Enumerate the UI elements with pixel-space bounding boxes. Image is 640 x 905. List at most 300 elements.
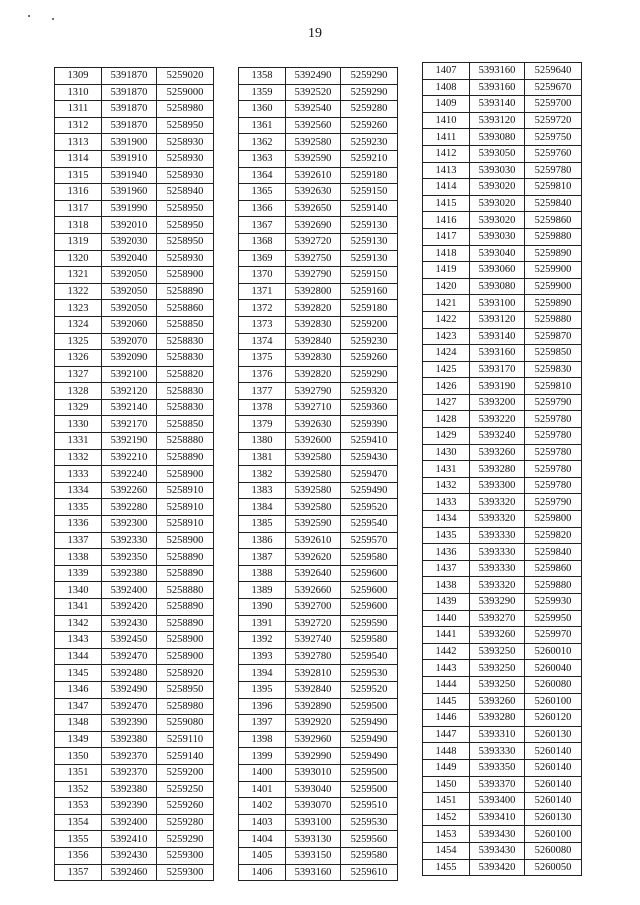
point-number-cell: 1310 [55, 84, 102, 101]
point-number-cell: 1374 [239, 333, 286, 350]
point-number-cell: 1434 [423, 511, 470, 528]
point-number-cell: 1395 [239, 681, 286, 698]
y-coordinate-cell: 5259670 [525, 79, 582, 96]
point-number-cell: 1438 [423, 577, 470, 594]
point-number-cell: 1412 [423, 145, 470, 162]
y-coordinate-cell: 5260080 [525, 676, 582, 693]
x-coordinate-cell: 5393130 [286, 831, 341, 848]
point-number-cell: 1411 [423, 129, 470, 146]
y-coordinate-cell: 5259510 [341, 798, 398, 815]
table-row [239, 68, 398, 85]
y-coordinate-cell: 5259880 [525, 311, 582, 328]
table-row [239, 217, 398, 234]
point-number-cell: 1417 [423, 228, 470, 245]
x-coordinate-cell: 5392490 [286, 68, 341, 85]
x-coordinate-cell: 5392090 [102, 350, 157, 367]
table-row [55, 764, 214, 781]
point-number-cell: 1454 [423, 842, 470, 859]
x-coordinate-cell: 5391870 [102, 117, 157, 134]
x-coordinate-cell: 5393020 [470, 179, 525, 196]
table-row [55, 300, 214, 317]
x-coordinate-cell: 5392050 [102, 300, 157, 317]
y-coordinate-cell: 5259130 [341, 250, 398, 267]
point-number-cell: 1318 [55, 217, 102, 234]
x-coordinate-cell: 5392050 [102, 283, 157, 300]
y-coordinate-cell: 5259160 [341, 283, 398, 300]
point-number-cell: 1342 [55, 615, 102, 632]
y-coordinate-cell: 5260140 [525, 793, 582, 810]
table-row [423, 527, 582, 544]
point-number-cell: 1337 [55, 532, 102, 549]
x-coordinate-cell: 5392030 [102, 233, 157, 250]
y-coordinate-cell: 5259600 [341, 582, 398, 599]
table-row [55, 217, 214, 234]
table-row [55, 549, 214, 566]
point-number-cell: 1444 [423, 676, 470, 693]
y-coordinate-cell: 5258910 [157, 516, 214, 533]
point-number-cell: 1367 [239, 217, 286, 234]
y-coordinate-cell: 5259640 [525, 63, 582, 80]
y-coordinate-cell: 5259390 [341, 416, 398, 433]
y-coordinate-cell: 5260140 [525, 776, 582, 793]
table-row [423, 494, 582, 511]
x-coordinate-cell: 5392920 [286, 715, 341, 732]
table-row [55, 831, 214, 848]
y-coordinate-cell: 5259760 [525, 145, 582, 162]
point-number-cell: 1451 [423, 793, 470, 810]
x-coordinate-cell: 5393250 [470, 643, 525, 660]
x-coordinate-cell: 5392580 [286, 449, 341, 466]
y-coordinate-cell: 5258890 [157, 599, 214, 616]
table-row [55, 316, 214, 333]
x-coordinate-cell: 5392140 [102, 399, 157, 416]
x-coordinate-cell: 5393200 [470, 394, 525, 411]
x-coordinate-cell: 5392070 [102, 333, 157, 350]
x-coordinate-cell: 5392350 [102, 549, 157, 566]
point-number-cell: 1320 [55, 250, 102, 267]
point-number-cell: 1379 [239, 416, 286, 433]
x-coordinate-cell: 5393280 [470, 461, 525, 478]
x-coordinate-cell: 5393160 [470, 63, 525, 80]
x-coordinate-cell: 5392280 [102, 499, 157, 516]
y-coordinate-cell: 5259540 [341, 516, 398, 533]
x-coordinate-cell: 5392240 [102, 466, 157, 483]
x-coordinate-cell: 5393140 [470, 328, 525, 345]
point-number-cell: 1432 [423, 477, 470, 494]
y-coordinate-cell: 5259130 [341, 233, 398, 250]
y-coordinate-cell: 5258930 [157, 134, 214, 151]
table-row [239, 764, 398, 781]
x-coordinate-cell: 5393370 [470, 776, 525, 793]
x-coordinate-cell: 5393410 [470, 809, 525, 826]
y-coordinate-cell: 5259800 [525, 511, 582, 528]
x-coordinate-cell: 5392800 [286, 283, 341, 300]
point-number-cell: 1439 [423, 594, 470, 611]
table-row [239, 167, 398, 184]
x-coordinate-cell: 5392820 [286, 300, 341, 317]
table-row [423, 112, 582, 129]
table-row [239, 731, 398, 748]
table-row [423, 693, 582, 710]
point-number-cell: 1443 [423, 660, 470, 677]
x-coordinate-cell: 5392430 [102, 847, 157, 864]
table-row [55, 466, 214, 483]
y-coordinate-cell: 5260080 [525, 842, 582, 859]
table-row [55, 200, 214, 217]
x-coordinate-cell: 5392610 [286, 532, 341, 549]
x-coordinate-cell: 5393160 [470, 79, 525, 96]
point-number-cell: 1364 [239, 167, 286, 184]
point-number-cell: 1325 [55, 333, 102, 350]
x-coordinate-cell: 5393320 [470, 511, 525, 528]
y-coordinate-cell: 5259900 [525, 278, 582, 295]
table-row [239, 532, 398, 549]
point-number-cell: 1309 [55, 68, 102, 85]
table-row [239, 748, 398, 765]
y-coordinate-cell: 5258830 [157, 383, 214, 400]
y-coordinate-cell: 5259130 [341, 217, 398, 234]
point-number-cell: 1410 [423, 112, 470, 129]
point-number-cell: 1312 [55, 117, 102, 134]
x-coordinate-cell: 5393060 [470, 262, 525, 279]
point-number-cell: 1334 [55, 482, 102, 499]
y-coordinate-cell: 5259300 [157, 847, 214, 864]
x-coordinate-cell: 5393050 [470, 145, 525, 162]
x-coordinate-cell: 5393280 [470, 710, 525, 727]
x-coordinate-cell: 5393080 [470, 278, 525, 295]
x-coordinate-cell: 5393160 [470, 345, 525, 362]
table-row [239, 416, 398, 433]
table-row [423, 63, 582, 80]
x-coordinate-cell: 5393300 [470, 477, 525, 494]
x-coordinate-cell: 5391910 [102, 150, 157, 167]
x-coordinate-cell: 5393020 [470, 195, 525, 212]
table-row [423, 311, 582, 328]
y-coordinate-cell: 5259780 [525, 411, 582, 428]
x-coordinate-cell: 5393140 [470, 96, 525, 113]
table-row [239, 117, 398, 134]
x-coordinate-cell: 5393030 [470, 162, 525, 179]
point-number-cell: 1416 [423, 212, 470, 229]
y-coordinate-cell: 5260130 [525, 809, 582, 826]
table-row [239, 632, 398, 649]
point-number-cell: 1313 [55, 134, 102, 151]
x-coordinate-cell: 5393330 [470, 527, 525, 544]
y-coordinate-cell: 5259780 [525, 162, 582, 179]
x-coordinate-cell: 5393330 [470, 544, 525, 561]
y-coordinate-cell: 5259470 [341, 466, 398, 483]
x-coordinate-cell: 5392050 [102, 267, 157, 284]
y-coordinate-cell: 5259490 [341, 715, 398, 732]
x-coordinate-cell: 5393220 [470, 411, 525, 428]
x-coordinate-cell: 5393270 [470, 610, 525, 627]
y-coordinate-cell: 5259260 [341, 350, 398, 367]
table-row [423, 759, 582, 776]
y-coordinate-cell: 5259520 [341, 681, 398, 698]
point-number-cell: 1419 [423, 262, 470, 279]
table-row [423, 328, 582, 345]
y-coordinate-cell: 5259580 [341, 632, 398, 649]
x-coordinate-cell: 5392390 [102, 715, 157, 732]
x-coordinate-cell: 5392120 [102, 383, 157, 400]
x-coordinate-cell: 5391940 [102, 167, 157, 184]
y-coordinate-cell: 5258980 [157, 698, 214, 715]
y-coordinate-cell: 5260140 [525, 759, 582, 776]
table-row [55, 449, 214, 466]
point-number-cell: 1397 [239, 715, 286, 732]
x-coordinate-cell: 5392520 [286, 84, 341, 101]
table-row [239, 499, 398, 516]
point-number-cell: 1333 [55, 466, 102, 483]
point-number-cell: 1431 [423, 461, 470, 478]
point-number-cell: 1355 [55, 831, 102, 848]
point-number-cell: 1423 [423, 328, 470, 345]
table-row [55, 482, 214, 499]
x-coordinate-cell: 5392830 [286, 350, 341, 367]
point-number-cell: 1376 [239, 366, 286, 383]
y-coordinate-cell: 5259950 [525, 610, 582, 627]
table-row [239, 516, 398, 533]
point-number-cell: 1396 [239, 698, 286, 715]
point-number-cell: 1450 [423, 776, 470, 793]
y-coordinate-cell: 5259500 [341, 781, 398, 798]
y-coordinate-cell: 5259780 [525, 461, 582, 478]
y-coordinate-cell: 5258930 [157, 250, 214, 267]
y-coordinate-cell: 5259700 [525, 96, 582, 113]
x-coordinate-cell: 5393350 [470, 759, 525, 776]
point-number-cell: 1321 [55, 267, 102, 284]
y-coordinate-cell: 5259930 [525, 594, 582, 611]
point-number-cell: 1390 [239, 599, 286, 616]
y-coordinate-cell: 5259750 [525, 129, 582, 146]
y-coordinate-cell: 5258900 [157, 267, 214, 284]
y-coordinate-cell: 5259810 [525, 179, 582, 196]
x-coordinate-cell: 5393240 [470, 428, 525, 445]
y-coordinate-cell: 5259290 [341, 68, 398, 85]
y-coordinate-cell: 5258890 [157, 615, 214, 632]
y-coordinate-cell: 5259840 [525, 195, 582, 212]
table-row [239, 366, 398, 383]
y-coordinate-cell: 5259200 [157, 764, 214, 781]
x-coordinate-cell: 5393020 [470, 212, 525, 229]
page-number: 19 [308, 26, 322, 41]
table-row [55, 516, 214, 533]
y-coordinate-cell: 5259490 [341, 748, 398, 765]
point-number-cell: 1332 [55, 449, 102, 466]
x-coordinate-cell: 5392820 [286, 366, 341, 383]
point-number-cell: 1340 [55, 582, 102, 599]
x-coordinate-cell: 5393150 [286, 847, 341, 864]
y-coordinate-cell: 5259880 [525, 577, 582, 594]
table-row [423, 726, 582, 743]
y-coordinate-cell: 5259180 [341, 300, 398, 317]
x-coordinate-cell: 5393330 [470, 560, 525, 577]
table-row [55, 847, 214, 864]
y-coordinate-cell: 5259150 [341, 267, 398, 284]
y-coordinate-cell: 5259780 [525, 444, 582, 461]
table-row [55, 267, 214, 284]
point-number-cell: 1372 [239, 300, 286, 317]
table-row [423, 278, 582, 295]
table-row [239, 698, 398, 715]
x-coordinate-cell: 5392010 [102, 217, 157, 234]
point-number-cell: 1455 [423, 859, 470, 876]
y-coordinate-cell: 5259280 [341, 101, 398, 118]
y-coordinate-cell: 5259610 [341, 864, 398, 881]
point-number-cell: 1398 [239, 731, 286, 748]
point-number-cell: 1349 [55, 731, 102, 748]
point-number-cell: 1436 [423, 544, 470, 561]
point-number-cell: 1399 [239, 748, 286, 765]
y-coordinate-cell: 5260100 [525, 693, 582, 710]
point-number-cell: 1445 [423, 693, 470, 710]
table-row [423, 162, 582, 179]
table-row [239, 101, 398, 118]
table-row [423, 96, 582, 113]
point-number-cell: 1392 [239, 632, 286, 649]
y-coordinate-cell: 5259290 [157, 831, 214, 848]
x-coordinate-cell: 5393170 [470, 361, 525, 378]
table-row [55, 532, 214, 549]
x-coordinate-cell: 5392580 [286, 134, 341, 151]
table-row [55, 731, 214, 748]
y-coordinate-cell: 5260130 [525, 726, 582, 743]
table-row [55, 383, 214, 400]
table-row [55, 233, 214, 250]
point-number-cell: 1453 [423, 826, 470, 843]
y-coordinate-cell: 5259600 [341, 565, 398, 582]
y-coordinate-cell: 5259530 [341, 665, 398, 682]
y-coordinate-cell: 5259500 [341, 764, 398, 781]
x-coordinate-cell: 5391870 [102, 84, 157, 101]
table-row [423, 228, 582, 245]
point-number-cell: 1422 [423, 311, 470, 328]
x-coordinate-cell: 5392620 [286, 549, 341, 566]
table-row [55, 416, 214, 433]
table-row [423, 809, 582, 826]
y-coordinate-cell: 5259790 [525, 494, 582, 511]
y-coordinate-cell: 5259870 [525, 328, 582, 345]
table-row [423, 627, 582, 644]
x-coordinate-cell: 5393100 [286, 814, 341, 831]
point-number-cell: 1375 [239, 350, 286, 367]
y-coordinate-cell: 5259020 [157, 68, 214, 85]
table-row [239, 831, 398, 848]
point-number-cell: 1359 [239, 84, 286, 101]
x-coordinate-cell: 5392790 [286, 267, 341, 284]
table-row [423, 710, 582, 727]
point-number-cell: 1343 [55, 632, 102, 649]
x-coordinate-cell: 5392580 [286, 499, 341, 516]
point-number-cell: 1386 [239, 532, 286, 549]
table-row [239, 715, 398, 732]
table-row [239, 84, 398, 101]
x-coordinate-cell: 5392700 [286, 599, 341, 616]
y-coordinate-cell: 5260040 [525, 660, 582, 677]
x-coordinate-cell: 5392540 [286, 101, 341, 118]
y-coordinate-cell: 5259290 [341, 366, 398, 383]
table-row [55, 399, 214, 416]
table-row [55, 283, 214, 300]
point-number-cell: 1384 [239, 499, 286, 516]
point-number-cell: 1331 [55, 433, 102, 450]
point-number-cell: 1361 [239, 117, 286, 134]
y-coordinate-cell: 5258890 [157, 283, 214, 300]
x-coordinate-cell: 5392370 [102, 764, 157, 781]
table-row [423, 859, 582, 876]
table-row [239, 847, 398, 864]
table-row [423, 394, 582, 411]
table-row [423, 145, 582, 162]
y-coordinate-cell: 5258940 [157, 184, 214, 201]
y-coordinate-cell: 5258950 [157, 681, 214, 698]
point-number-cell: 1409 [423, 96, 470, 113]
y-coordinate-cell: 5259250 [157, 781, 214, 798]
x-coordinate-cell: 5392190 [102, 433, 157, 450]
y-coordinate-cell: 5258950 [157, 233, 214, 250]
table-row [239, 399, 398, 416]
point-number-cell: 1358 [239, 68, 286, 85]
point-number-cell: 1311 [55, 101, 102, 118]
y-coordinate-cell: 5259560 [341, 831, 398, 848]
y-coordinate-cell: 5258980 [157, 101, 214, 118]
x-coordinate-cell: 5393260 [470, 627, 525, 644]
y-coordinate-cell: 5259490 [341, 731, 398, 748]
table-row [423, 544, 582, 561]
x-coordinate-cell: 5392400 [102, 582, 157, 599]
table-row [239, 549, 398, 566]
table-row [239, 599, 398, 616]
table-row [423, 212, 582, 229]
y-coordinate-cell: 5259000 [157, 84, 214, 101]
table-row [423, 793, 582, 810]
x-coordinate-cell: 5392450 [102, 632, 157, 649]
point-number-cell: 1404 [239, 831, 286, 848]
x-coordinate-cell: 5393330 [470, 743, 525, 760]
point-number-cell: 1424 [423, 345, 470, 362]
table-row [55, 499, 214, 516]
y-coordinate-cell: 5258930 [157, 167, 214, 184]
point-number-cell: 1335 [55, 499, 102, 516]
y-coordinate-cell: 5259140 [341, 200, 398, 217]
x-coordinate-cell: 5393290 [470, 594, 525, 611]
x-coordinate-cell: 5392300 [102, 516, 157, 533]
point-number-cell: 1440 [423, 610, 470, 627]
y-coordinate-cell: 5259230 [341, 333, 398, 350]
point-number-cell: 1327 [55, 366, 102, 383]
point-number-cell: 1371 [239, 283, 286, 300]
point-number-cell: 1315 [55, 167, 102, 184]
point-number-cell: 1426 [423, 378, 470, 395]
point-number-cell: 1317 [55, 200, 102, 217]
y-coordinate-cell: 5259840 [525, 544, 582, 561]
table-row [239, 350, 398, 367]
x-coordinate-cell: 5391870 [102, 101, 157, 118]
table-row [55, 117, 214, 134]
y-coordinate-cell: 5259880 [525, 228, 582, 245]
y-coordinate-cell: 5259570 [341, 532, 398, 549]
x-coordinate-cell: 5393080 [470, 129, 525, 146]
x-coordinate-cell: 5392480 [102, 665, 157, 682]
y-coordinate-cell: 5258900 [157, 632, 214, 649]
y-coordinate-cell: 5259210 [341, 150, 398, 167]
x-coordinate-cell: 5392470 [102, 698, 157, 715]
point-number-cell: 1414 [423, 179, 470, 196]
y-coordinate-cell: 5259200 [341, 316, 398, 333]
point-number-cell: 1366 [239, 200, 286, 217]
point-number-cell: 1402 [239, 798, 286, 815]
table-row [55, 250, 214, 267]
